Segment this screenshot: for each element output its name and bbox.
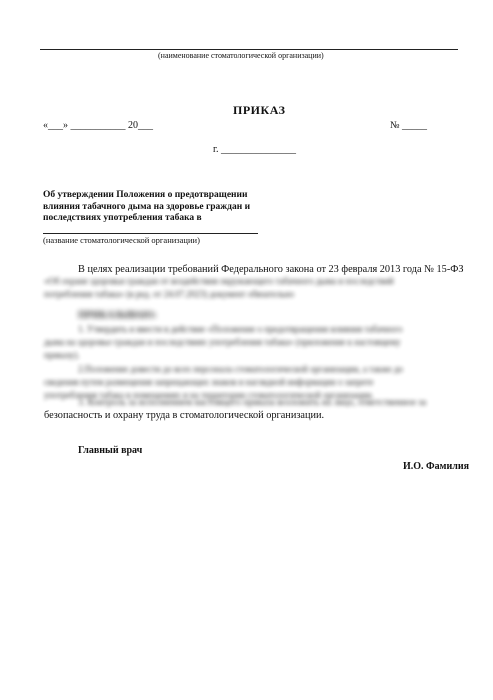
subject-org-caption: (название стоматологической организации) <box>43 235 200 245</box>
order-date <box>43 120 153 131</box>
item3-line1: 3. Контроль за исполнением настоящего приказа возложить на лицо, ответственное за <box>78 398 427 408</box>
subject-org-line <box>43 233 258 234</box>
date-day-blank: ___ <box>48 120 63 131</box>
date-month-blank: ___________ <box>70 120 126 131</box>
date-year: 20___ <box>128 120 153 131</box>
item1-line3: приказу). <box>44 350 80 360</box>
intro-continuation-2: потребления табака» (в ред. от 24.07.2023) документ обязательно <box>44 289 295 299</box>
city-label: г. <box>213 144 219 155</box>
item3-line2: безопасность и охрану труда в стоматологической организации. <box>44 410 325 421</box>
org-name-caption: (наименование стоматологической организации) <box>158 51 324 60</box>
order-number <box>390 120 427 131</box>
item1-line2: дыма на здоровье граждан и последствиях употребления табака» (приложение к настоящему <box>44 337 401 347</box>
item2-line3: употребления табака в помещениях и на территории стоматологической организации. <box>44 390 374 400</box>
order-title: ПРИКАЗ <box>233 103 286 117</box>
signature-position: Главный врач <box>78 445 143 456</box>
item1-line1: 1. Утвердить и ввести в действие «Положение о предотвращении влияния табачного <box>78 324 403 334</box>
date-open-quote: « <box>43 120 48 131</box>
org-name-line <box>40 49 458 50</box>
signature-name: И.О. Фамилия <box>403 461 470 472</box>
order-word: ПРИКАЗЫВАЮ: <box>78 310 157 321</box>
number-blank: _____ <box>402 120 428 131</box>
city-blank: _______________ <box>220 144 296 155</box>
intro-continuation-1: «Об охране здоровья граждан от воздействия окружающего табачного дыма и последствий <box>44 276 394 286</box>
number-label: № <box>390 120 400 131</box>
item2-line1: 2.Положение довести до всех персонала стоматологической организации, а также до <box>78 364 403 374</box>
order-city <box>213 144 296 155</box>
order-subject: Об утверждении Положения о предотвращении влияния табачного дыма на здоровье граждан и последствиях употребления табака в <box>43 190 251 223</box>
intro-paragraph-line: В целях реализации требований Федерального закона от 23 февраля 2013 года № 15-ФЗ <box>78 264 464 275</box>
date-close-quote: » <box>63 120 68 131</box>
item2-line2: сведения путем размещения запрещающих знаков и наглядной информации о запрете <box>44 377 374 387</box>
